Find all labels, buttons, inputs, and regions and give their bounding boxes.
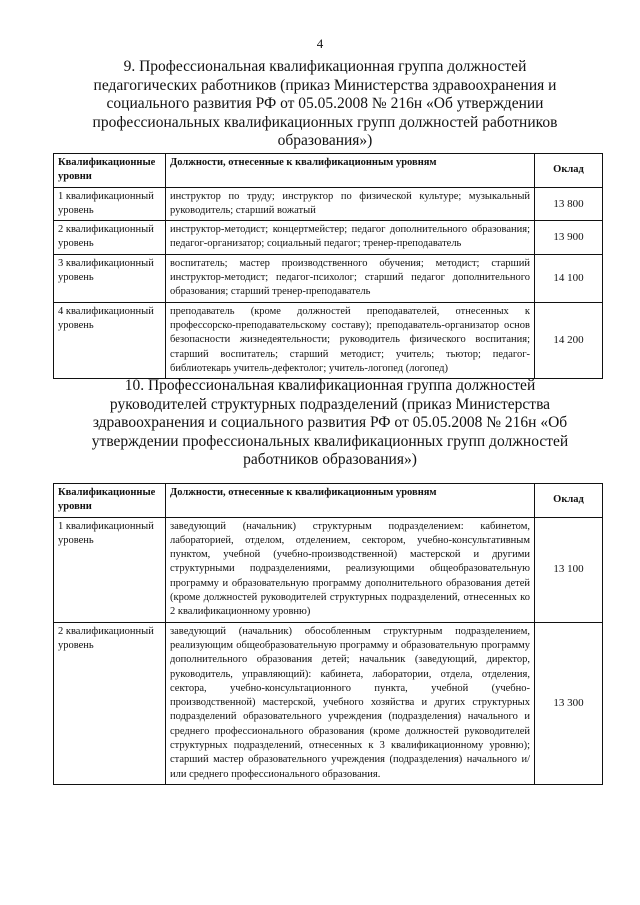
salary-cell: 14 200 (535, 302, 603, 378)
header-salary: Оклад (535, 484, 603, 518)
salary-cell: 13 800 (535, 187, 603, 221)
salary-table-section-9 (53, 153, 603, 379)
table-row (54, 254, 603, 302)
table-row (54, 622, 603, 784)
section-10-title: 10. Профессиональная квалификационная группа должностей руководителей структурных подразделений (приказ Министерства здравоохранения и социального развития РФ от 05.05.2008 № 216н «Об утверждении профессиональных квалификационных групп должностей работников образования») (91, 377, 569, 468)
level-cell: 2 квалификационный уровень (54, 221, 166, 255)
header-salary: Оклад (535, 154, 603, 188)
positions-cell: инструктор-методист; концертмейстер; педагог дополнительного образования; педагог-организатор; социальный педагог; тренер-преподаватель (166, 221, 535, 255)
section-9-title: 9. Профессиональная квалификационная группа должностей педагогических работников (приказ Министерства здравоохранения и социального развития РФ от 05.05.2008 № 216н «Об утверждении профессиональных квалификационных групп должностей работников образования») (92, 58, 558, 149)
header-levels: Квалификационные уровни (54, 484, 166, 518)
level-cell: 1 квалификационный уровень (54, 517, 166, 622)
table-row (54, 187, 603, 221)
header-positions: Должности, отнесенные к квалификационным уровням (166, 154, 535, 188)
salary-cell: 14 100 (535, 254, 603, 302)
positions-cell: воспитатель; мастер производственного обучения; методист; старший инструктор-методист; педагог-психолог; старший педагог дополнительного образования; старший тренер-преподаватель (166, 254, 535, 302)
salary-table-section-10 (53, 483, 603, 785)
table-row (54, 517, 603, 622)
salary-cell: 13 300 (535, 622, 603, 784)
positions-cell: заведующий (начальник) обособленным структурным подразделением, реализующим общеобразовательную программу и образовательную программу дополнительного образования детей; начальник (заведующий, директор, руководитель, управляющий): кабинета, лаборатории, отдела, отделения, сектора, учебно-консультационного пункта, учебной (учебно-производственной) мастерской, учебного хозяйства и других структурных подразделений образовательного учреждения (подразделения) начального и среднего профессионального образования (кроме должностей руководителей структурных подразделений, отнесенных к 3 квалификационному уровню); старший мастер образовательного учреждения (подразделения) начального и/ или среднего профессионального образования. (166, 622, 535, 784)
table-row (54, 221, 603, 255)
positions-cell: инструктор по труду; инструктор по физической культуре; музыкальный руководитель; старший вожатый (166, 187, 535, 221)
header-positions: Должности, отнесенные к квалификационным уровням (166, 484, 535, 518)
level-cell: 1 квалификационный уровень (54, 187, 166, 221)
salary-cell: 13 100 (535, 517, 603, 622)
table-header-row (54, 484, 603, 518)
header-levels: Квалификационные уровни (54, 154, 166, 188)
salary-cell: 13 900 (535, 221, 603, 255)
positions-cell: заведующий (начальник) структурным подразделением: кабинетом, лабораторией, отделом, отделением, сектором, учебно-консультативным пунктом, учебной (учебно-производственной) мастерской и другими структурными подразделениями, реализующими общеобразовательную программу и образовательную программу дополнительного образования детей (кроме должностей руководителей структурных подразделений, отнесенных ко 2 квалификационному уровню) (166, 517, 535, 622)
level-cell: 2 квалификационный уровень (54, 622, 166, 784)
level-cell: 3 квалификационный уровень (54, 254, 166, 302)
level-cell: 4 квалификационный уровень (54, 302, 166, 378)
page-number: 4 (316, 36, 324, 51)
positions-cell: преподаватель (кроме должностей преподавателей, отнесенных к профессорско-преподавательскому составу); преподаватель-организатор основ безопасности жизнедеятельности; руководитель физического воспитания; старший воспитатель; старший методист; учитель; тьютор; педагог-библиотекарь учитель-дефектолог; учитель-логопед (логопед) (166, 302, 535, 378)
table-row (54, 302, 603, 378)
table-header-row (54, 154, 603, 188)
